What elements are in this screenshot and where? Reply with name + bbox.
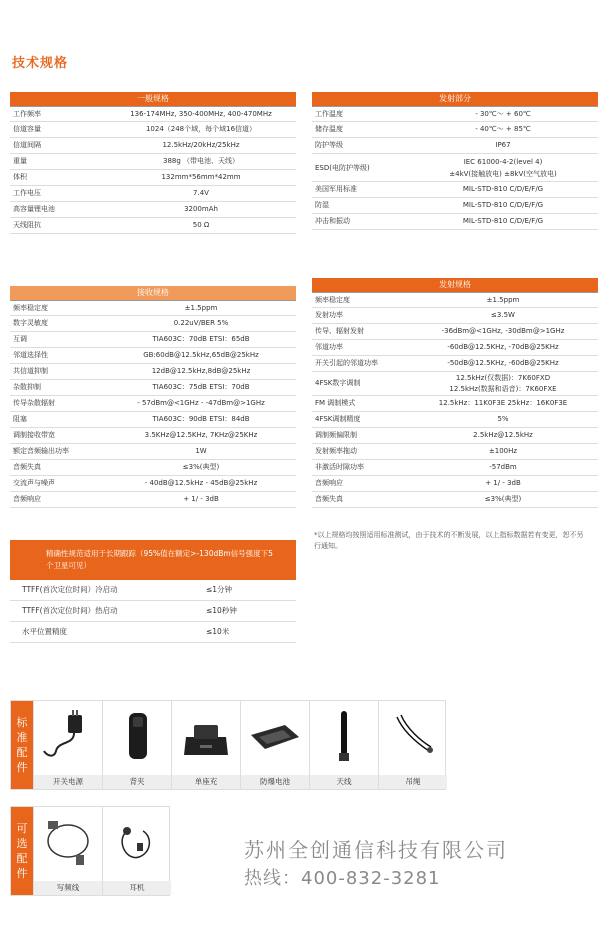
spec-value: 12.5kHz：11K0F3E 25kHz：16K0F3E	[438, 399, 568, 407]
receive-spec-table	[10, 286, 296, 508]
table-row	[312, 154, 598, 182]
table-row	[10, 154, 296, 170]
hotline: 热线：400-832-3281	[244, 868, 441, 889]
optional-accessories-label: 可 选 配 件	[11, 807, 33, 895]
table-row	[10, 476, 296, 492]
accessory-earphone: 耳机	[102, 807, 171, 895]
table-row	[312, 492, 598, 508]
spec-label: 美国军用标准	[315, 185, 357, 193]
spec-value: 1W	[195, 447, 207, 455]
spec-value: TIA603C：90dB ETSI：84dB	[152, 415, 250, 423]
spec-label: 共信道抑制	[13, 367, 48, 375]
spec-label: 调制频偏限制	[315, 431, 357, 439]
table-row	[10, 332, 296, 348]
spec-value: -57dBm	[489, 463, 517, 471]
table-row	[312, 412, 598, 428]
spec-label: TTFF(首次定位时间）热启动	[22, 606, 118, 615]
standard-accessories	[10, 700, 446, 790]
spec-value: 12dB@12.5kHz,8dB@25kHz	[151, 367, 251, 375]
accessory-power-adapter: 开关电源	[33, 701, 102, 789]
table-row	[312, 372, 598, 396]
spec-label: 冲击和振动	[315, 217, 350, 225]
accessory-lanyard: 吊绳	[378, 701, 447, 789]
spec-label: 阻塞	[13, 415, 27, 423]
spec-label: 音频失真	[13, 463, 41, 471]
spec-label: 杂散抑制	[13, 383, 41, 391]
spec-label: 额定音频输出功率	[13, 447, 69, 455]
receive-spec-heading: 接收规格	[10, 286, 296, 300]
table-row	[312, 198, 598, 214]
spec-value: ≤3.5W	[491, 311, 515, 319]
spec-value: -60dB@12.5KHz, -70dB@25KHz	[447, 343, 559, 351]
standard-accessories-label: 标 准 配 件	[11, 701, 33, 789]
table-row	[10, 380, 296, 396]
table-row	[312, 356, 598, 372]
spec-value: 136-174MHz, 350-400MHz, 400-470MHz	[130, 109, 272, 118]
radio-spec-table	[312, 92, 598, 230]
spec-label: 交流声与噪声	[13, 479, 55, 487]
spec-label: 高容量锂电池	[13, 205, 55, 213]
spec-value: 50 Ω	[192, 221, 210, 229]
spec-value: - 40dB@12.5kHz - 45dB@25kHz	[144, 479, 258, 487]
spec-value: ≤1分钟	[206, 585, 233, 594]
earphone-icon	[107, 813, 167, 873]
spec-value: 388g （带电池、天线）	[162, 157, 240, 165]
spec-value: - 40℃～ + 85℃	[475, 125, 531, 133]
table-row	[312, 324, 598, 340]
spec-label: 数字灵敏度	[13, 319, 48, 327]
spec-value: ≤10秒钟	[206, 606, 237, 615]
spec-label: 传导杂散辐射	[13, 399, 55, 407]
spec-value: 3.5KHz@12.5KHz, 7KHz@25KHz	[144, 431, 258, 439]
spec-label: 传导、辐射发射	[315, 327, 364, 335]
table-row	[10, 601, 296, 622]
spec-label: 工作频率	[13, 109, 41, 118]
spec-note: *以上规格均按照适用标准测试，由于技术的不断发展，以上指标数据若有变更，恕不另行通知。	[314, 531, 584, 550]
spec-value: 5%	[497, 415, 509, 423]
antenna-icon	[314, 707, 374, 767]
table-row	[10, 396, 296, 412]
spec-value: ±1.5ppm	[486, 295, 520, 304]
programming-cable-icon	[38, 813, 98, 873]
spec-label: 信道容量	[13, 125, 41, 133]
spec-value: MIL-STD-810 C/D/E/F/G	[462, 201, 544, 209]
general-spec-table	[10, 92, 296, 234]
spec-value: 12.5kHz/20kHz/25kHz	[162, 141, 240, 149]
table-row	[10, 218, 296, 234]
spec-value: 1024（248个域，每个域16信道）	[145, 125, 257, 133]
table-row	[312, 444, 598, 460]
spec-value: 12.5kHz(仅数据)：7K60FXD 12.5kHz(数据和语音)：7K60FXE	[449, 373, 557, 393]
power-adapter-icon	[38, 707, 98, 767]
spec-label: 水平位置精度	[22, 627, 67, 636]
table-row	[312, 308, 598, 324]
table-row	[10, 580, 296, 601]
spec-value: 132mm*56mm*42mm	[161, 173, 241, 181]
radio-spec-heading: 发射部分	[312, 92, 598, 106]
accessory-battery: 防爆电池	[240, 701, 309, 789]
spec-label: 体积	[13, 173, 27, 181]
spec-label: 邻道选择性	[13, 351, 48, 359]
spec-label: 频率稳定度	[315, 295, 350, 304]
spec-value: 2.5kHz@12.5kHz	[473, 431, 533, 439]
spec-label: 工作温度	[315, 109, 343, 118]
spec-label: 音频响应	[13, 495, 41, 503]
optional-accessories	[10, 806, 170, 896]
table-row	[312, 396, 598, 412]
spec-value: ±100Hz	[488, 447, 518, 455]
spec-value: -50dB@12.5KHz, -60dB@25KHz	[447, 359, 559, 367]
spec-label: 防护等级	[315, 141, 343, 149]
spec-label: TTFF(首次定位时间）冷启动	[22, 585, 118, 594]
accessory-charger: 单座充	[171, 701, 240, 789]
table-row	[312, 340, 598, 356]
spec-value: MIL-STD-810 C/D/E/F/G	[462, 185, 544, 193]
table-row	[10, 428, 296, 444]
company-name: 苏州全创通信科技有限公司	[244, 838, 508, 862]
spec-label: 防湿	[315, 201, 329, 209]
accessory-belt-clip: 背夹	[102, 701, 171, 789]
table-row	[312, 138, 598, 154]
table-row	[312, 428, 598, 444]
spec-label: 邻道功率	[315, 343, 343, 351]
spec-label: 发射功率	[315, 311, 343, 319]
spec-label: 互调	[13, 335, 27, 343]
table-row	[10, 364, 296, 380]
page-title: 技术规格	[12, 56, 69, 71]
table-row	[10, 444, 296, 460]
table-row	[10, 186, 296, 202]
spec-label: 音频响应	[315, 479, 343, 487]
spec-value: IEC 61000-4-2(level 4) ±4kV(接触放电) ±8kV(空气放电)	[449, 157, 557, 178]
table-row	[312, 214, 598, 230]
spec-value: TIA603C：75dB ETSI：70dB	[152, 383, 250, 391]
table-row	[312, 292, 598, 308]
spec-value: 7.4V	[193, 189, 209, 197]
table-row	[312, 476, 598, 492]
spec-label: ESD(电防护等级)	[315, 163, 370, 172]
spec-label: 频率稳定度	[13, 303, 48, 312]
spec-value: 3200mAh	[184, 205, 218, 213]
spec-value: IP67	[495, 141, 511, 149]
transmit-spec-heading: 发射规格	[312, 278, 598, 292]
table-row	[10, 492, 296, 508]
lanyard-icon	[383, 707, 443, 767]
gps-heading: 精确性规范适用于长期跟踪（95%值在额定>-130dBm信号强度下5个卫星可见）	[10, 540, 296, 580]
table-row	[10, 316, 296, 332]
gps-table	[10, 580, 296, 643]
spec-label: 重量	[13, 157, 27, 165]
spec-label: FM 调制模式	[315, 399, 356, 407]
transmit-spec-table	[312, 278, 598, 508]
spec-value: 0.22uV/BER 5%	[173, 319, 229, 327]
table-row	[10, 202, 296, 218]
spec-label: 4FSK数字调制	[315, 379, 361, 387]
table-row	[10, 138, 296, 154]
spec-label: 非激活时隙功率	[315, 463, 364, 471]
spec-label: 音频失真	[315, 495, 343, 503]
accessory-antenna: 天线	[309, 701, 378, 789]
spec-label: 调制接收带宽	[13, 431, 55, 439]
spec-value: - 30℃～ + 60℃	[475, 109, 531, 118]
table-row	[312, 122, 598, 138]
spec-label: 4FSK调制精度	[315, 415, 361, 423]
spec-value: GB:60dB@12.5kHz,65dB@25kHz	[143, 351, 259, 359]
spec-label: 工作电压	[13, 189, 41, 197]
spec-value: + 1/ - 3dB	[485, 479, 521, 487]
spec-label: 发射频率拖动	[315, 447, 357, 455]
spec-value: ≤10米	[206, 627, 230, 636]
spec-value: -36dBm@<1GHz, -30dBm@>1GHz	[441, 327, 565, 335]
spec-value: TIA603C：70dB ETSI：65dB	[152, 335, 250, 343]
spec-label: 天线阻抗	[13, 221, 41, 229]
spec-value: ≤3%(典型)	[484, 495, 522, 503]
table-row	[10, 300, 296, 316]
spec-value: - 57dBm@<1GHz - -47dBm@>1GHz	[137, 399, 265, 407]
spec-label: 开关引起的邻道功率	[315, 359, 378, 367]
table-row	[10, 460, 296, 476]
spec-value: + 1/ - 3dB	[183, 495, 219, 503]
spec-value: MIL-STD-810 C/D/E/F/G	[462, 217, 544, 225]
table-row	[10, 622, 296, 643]
table-row	[10, 106, 296, 122]
table-row	[10, 412, 296, 428]
spec-value: ±1.5ppm	[184, 303, 218, 312]
table-row	[10, 122, 296, 138]
accessory-programming-cable: 写频线	[33, 807, 102, 895]
table-row	[312, 106, 598, 122]
spec-label: 储存温度	[315, 125, 343, 133]
battery-icon	[245, 707, 305, 767]
table-row	[10, 170, 296, 186]
table-row	[10, 348, 296, 364]
belt-clip-icon	[107, 707, 167, 767]
spec-value: ≤3%(典型)	[182, 463, 220, 471]
spec-label: 信道间隔	[13, 141, 41, 149]
table-row	[312, 182, 598, 198]
charger-icon	[176, 707, 236, 767]
table-row	[312, 460, 598, 476]
general-spec-heading: 一般规格	[10, 92, 296, 106]
